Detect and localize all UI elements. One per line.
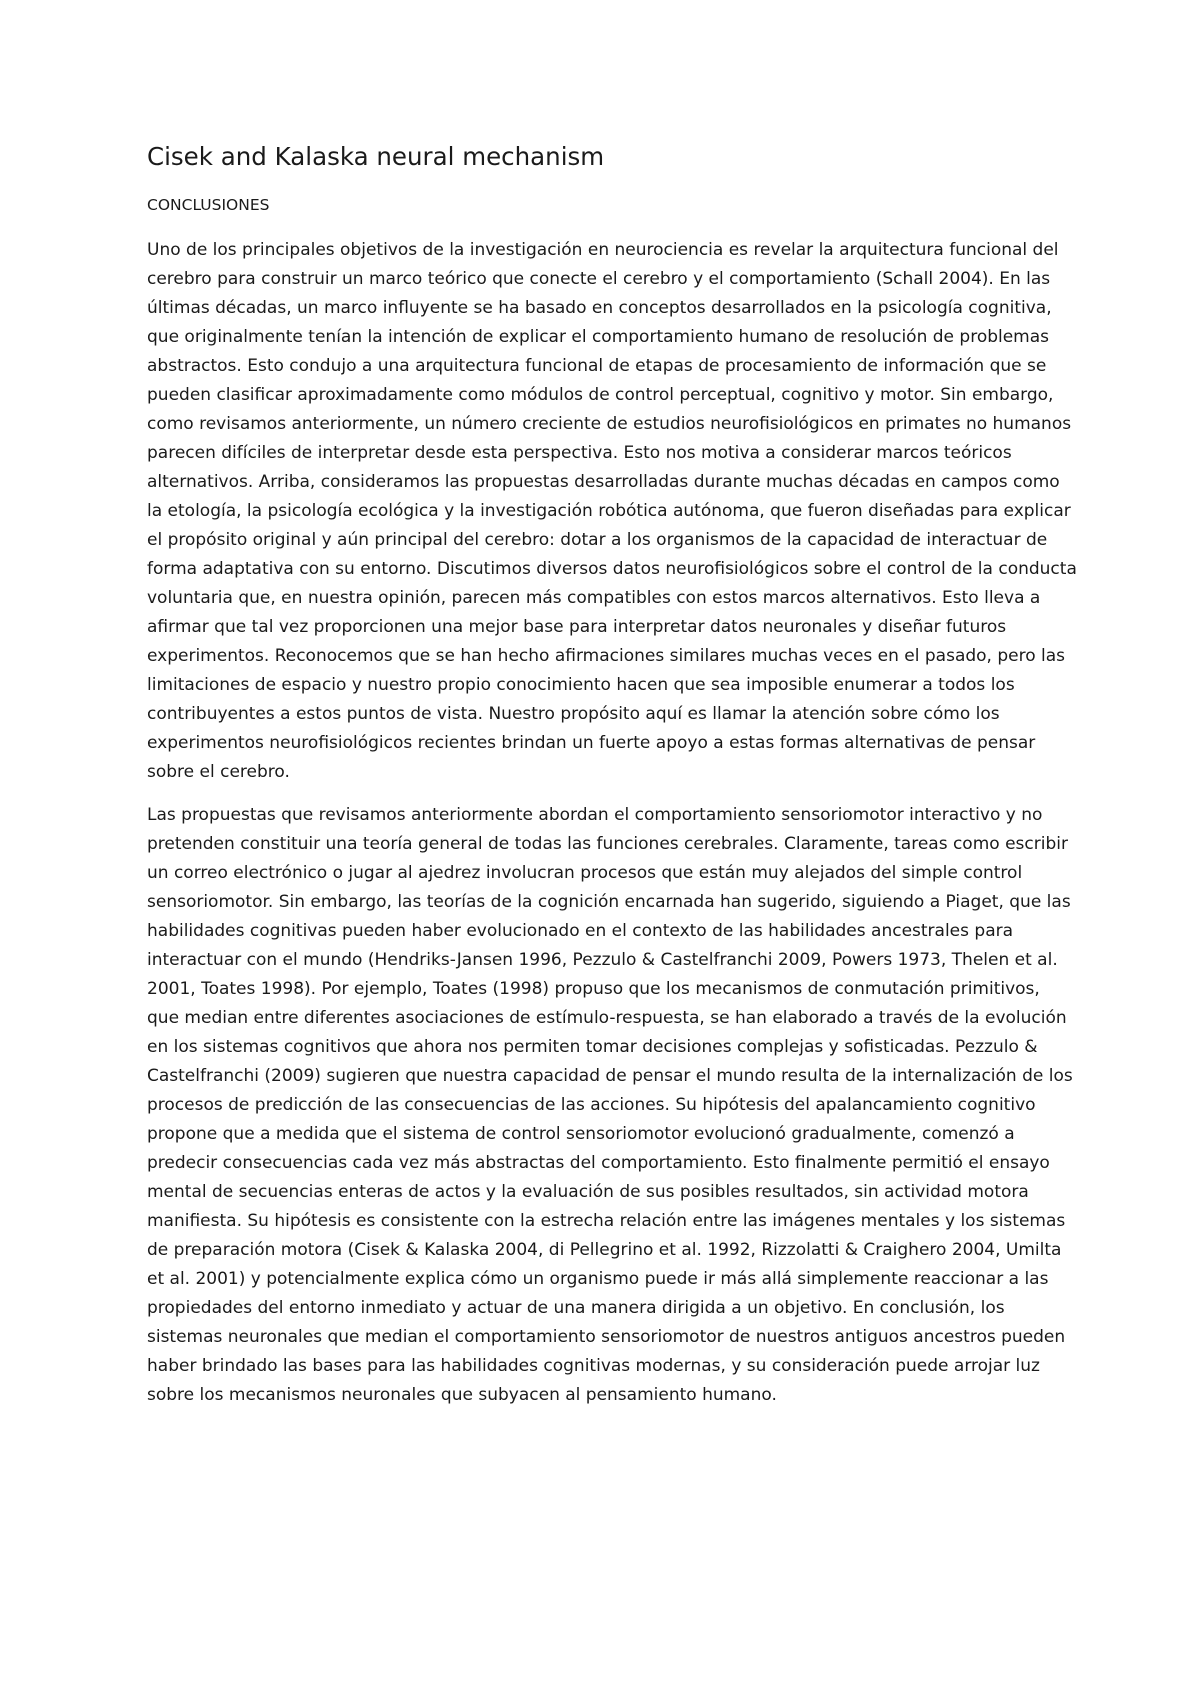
document-title: Cisek and Kalaska neural mechanism (147, 142, 605, 171)
section-heading: CONCLUSIONES (147, 196, 270, 214)
document-body (147, 140, 1077, 1410)
paragraph-1: Uno de los principales objetivos de la investigación en neurociencia es revelar la arquitectura funcional del cerebro para construir un marco teórico que conecte el cerebro y el comportamiento (Schall 2004). En las últimas décadas, un marco influyente se ha basado en conceptos desarrollados en la psicología cognitiva, que originalmente tenían la intención de explicar el comportamiento humano de resolución de problemas abstractos. Esto condujo a una arquitectura funcional de etapas de procesamiento de información que se pueden clasificar aproximadamente como módulos de control perceptual, cognitivo y motor. Sin embargo, como revisamos anteriormente, un número creciente de estudios neurofisiológicos en primates no humanos parecen difíciles de interpretar desde esta perspectiva. Esto nos motiva a considerar marcos teóricos alternativos. Arriba, consideramos las propuestas desarrolladas durante muchas décadas en campos como la etología, la psicología ecológica y la investigación robótica autónoma, que fueron diseñadas para explicar el propósito original y aún principal del cerebro: dotar a los organismos de la capacidad de interactuar de forma adaptativa con su entorno. Discutimos diversos datos neurofisiológicos sobre el control de la conducta voluntaria que, en nuestra opinión, parecen más compatibles con estos marcos alternativos. Esto lleva a afirmar que tal vez proporcionen una mejor base para interpretar datos neuronales y diseñar futuros experimentos. Reconocemos que se han hecho afirmaciones similares muchas veces en el pasado, pero las limitaciones de espacio y nuestro propio conocimiento hacen que sea imposible enumerar a todos los contribuyentes a estos puntos de vista. Nuestro propósito aquí es llamar la atención sobre cómo los experimentos neurofisiológicos recientes brindan un fuerte apoyo a estas formas alternativas de pensar sobre el cerebro. (147, 240, 1077, 782)
paragraph-2: Las propuestas que revisamos anteriormente abordan el comportamiento sensoriomotor interactivo y no pretenden constituir una teoría general de todas las funciones cerebrales. Claramente, tareas como escribir un correo electrónico o jugar al ajedrez involucran procesos que están muy alejados del simple control sensoriomotor. Sin embargo, las teorías de la cognición encarnada han sugerido, siguiendo a Piaget, que las habilidades cognitivas pueden haber evolucionado en el contexto de las habilidades ancestrales para interactuar con el mundo (Hendriks-Jansen 1996, Pezzulo & Castelfranchi 2009, Powers 1973, Thelen et al. 2001, Toates 1998). Por ejemplo, Toates (1998) propuso que los mecanismos de conmutación primitivos, que median entre diferentes asociaciones de estímulo-respuesta, se han elaborado a través de la evolución en los sistemas cognitivos que ahora nos permiten tomar decisiones complejas y sofisticadas. Pezzulo & Castelfranchi (2009) sugieren que nuestra capacidad de pensar el mundo resulta de la internalización de los procesos de predicción de las consecuencias de las acciones. Su hipótesis del apalancamiento cognitivo propone que a medida que el sistema de control sensoriomotor evolucionó gradualmente, comenzó a predecir consecuencias cada vez más abstractas del comportamiento. Esto finalmente permitió el ensayo mental de secuencias enteras de actos y la evaluación de sus posibles resultados, sin actividad motora manifiesta. Su hipótesis es consistente con la estrecha relación entre las imágenes mentales y los sistemas de preparación motora (Cisek & Kalaska 2004, di Pellegrino et al. 1992, Rizzolatti & Craighero 2004, Umilta et al. 2001) y potencialmente explica cómo un organismo puede ir más allá simplemente reaccionar a las propiedades del entorno inmediato y actuar de una manera dirigida a un objetivo. En conclusión, los sistemas neuronales que median el comportamiento sensoriomotor de nuestros antiguos ancestros pueden haber brindado las bases para las habilidades cognitivas modernas, y su consideración puede arrojar luz sobre los mecanismos neuronales que subyacen al pensamiento humano. (147, 805, 1073, 1405)
